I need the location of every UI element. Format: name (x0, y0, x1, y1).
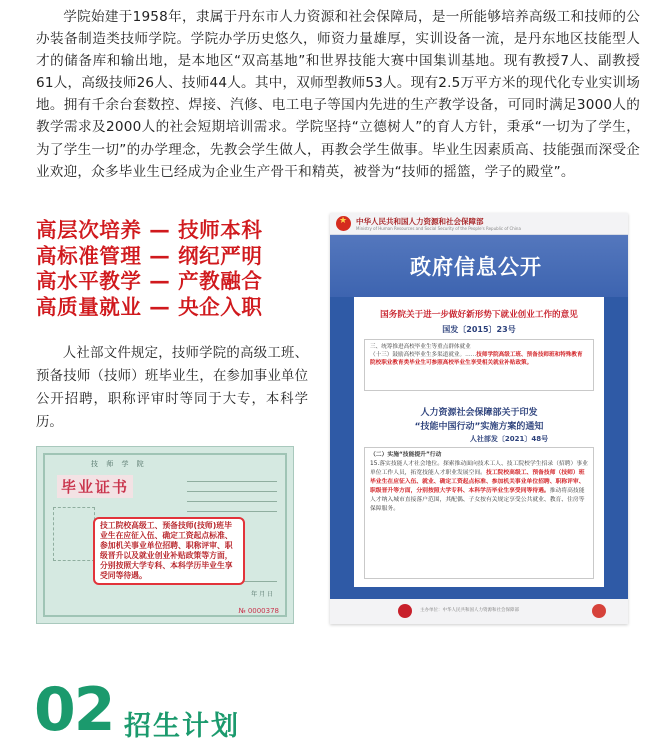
certificate-school: 技 师 学 院 (91, 460, 147, 468)
gov-document-panel (354, 297, 604, 587)
doc2-line: 15.落实技能人才社会地位。探索推动面向技术工人、技工院校学生招录（招聘）事业单位工作人员，拓宽技能人才职业发展空间。 (370, 461, 588, 476)
gov-footer-text: 主办单位：中华人民共和国人力资源和社会保障部 (420, 608, 519, 613)
policy-text-block (36, 342, 308, 434)
gov-header (330, 213, 628, 235)
slogan-item: 高层次培养 — 技师本科 (36, 218, 263, 242)
certificate-field-line (187, 481, 277, 482)
party-emblem-icon (398, 604, 412, 618)
doc1-line: 三、统筹推进高校毕业生等重点群体就业 (370, 344, 471, 350)
doc2-line: 推动将高技能人才纳入城市直接落户范围，其配偶、子女按有关规定享受公共就业、教育、住房等保障服务。 (370, 488, 585, 512)
graduation-certificate-image (36, 446, 294, 624)
doc1-highlight: 技师学院高级工班、预备技师班和特殊教育院校职业教育类毕业生可参照高校毕业生享受相关就业补贴政策。 (370, 352, 583, 366)
doc1-line: （十三）鼓励高校毕业生多渠道就业。…… (370, 352, 477, 358)
certificate-field-line (187, 501, 277, 502)
doc2-line: （二）实施“技能提升”行动 (370, 452, 442, 458)
gov-banner (330, 235, 628, 297)
doc2-title-line2: “技能中国行动”实施方案的通知 (414, 422, 544, 432)
site-logo-icon (592, 604, 606, 618)
doc1-title: 国务院关于进一步做好新形势下就业创业工作的意见 (380, 310, 578, 320)
certificate-date: 年 月 日 (251, 591, 273, 598)
intro-paragraph: 学院始建于1958年，隶属于丹东市人力资源和社会保障局，是一所能够培养高级工和技师的公办装备制造类技师学院。学院办学历史悠久，师资力量雄厚，实训设备一流，是丹东地区技能型人才的储备库和输出地，是本地区“双高基地”和世界技能大赛中国集训基地。现有教授7人、副教授61人，高级技师26人、技师44人。其中，双师型教师53人。现有2.5万平方米的现代化专业实训场地。拥有千余台套数控、焊接、汽修、电工电子等国内先进的生产教学设备，可同时满足3000人的教学需求及2000人的社会短期培训需求。学院坚持“立德树人”的育人方针，秉承“一切为了学生，为了学生一切”的办学理念，先教会学生做人，再教会学生做事。毕业生因素质高、技能强而深受企业欢迎，众多毕业生已经成为企业生产骨干和精英，被誉为“技师的摇篮，学子的殿堂”。 (36, 9, 640, 180)
doc2-highlight: 技工院校高级工、预备技师（技师）班毕业生在应征入伍、就业、确定工资起点标准、参加机关事业单位招聘、职称评审、职级晋升等方面，分别按照大学专科、本科学历毕业生享受同等待遇。 (370, 470, 585, 494)
slogan-item: 高水平教学 — 产教融合 (36, 269, 263, 293)
doc2-title-line1: 人力资源社会保障部关于印发 (420, 408, 538, 418)
slogan-item: 高质量就业 — 央企入职 (36, 294, 263, 319)
gov-ministry-name: 中华人民共和国人力资源和社会保障部 (356, 217, 484, 226)
certificate-title: 毕业证书 (57, 475, 133, 498)
section-title: 招生计划 (124, 711, 240, 742)
doc1-excerpt (364, 339, 594, 391)
doc1-number: 国发〔2015〕23号 (442, 325, 516, 334)
certificate-serial: № 0000378 (238, 607, 279, 615)
certificate-field-line (187, 511, 277, 512)
certificate-highlight-note: 技工院校高级工、预备技师(技师)班毕业生在应征入伍、确定工资起点标准、参加机关事业单位招聘、职称评审、职级晋升以及就业创业补贴政策等方面，分别按照大学专科、本科学历毕业生享受同等待遇。 (93, 517, 245, 585)
gov-footer (330, 599, 628, 624)
gov-banner-title: 政府信息公开 (410, 255, 542, 279)
national-emblem-icon (336, 216, 351, 231)
certificate-photo-frame (53, 507, 95, 561)
policy-paragraph: 人社部文件规定，技师学院的高级工班、预备技师（技师）班毕业生，在参加事业单位公开招聘，职称评审时等同于大专，本科学历。 (36, 346, 308, 430)
certificate-field-line (187, 491, 277, 492)
slogan-item: 高标准管理 — 纲纪严明 (36, 243, 263, 268)
section-number: 02 (34, 675, 114, 745)
gov-ministry-name-en: Ministry of Human Resources and Social Security of the People's Republic of China (356, 226, 521, 231)
intro-text-block (36, 6, 640, 183)
doc2-number: 人社部发〔2021〕48号 (469, 435, 549, 443)
gov-info-card (330, 213, 628, 624)
slogan-list (36, 218, 306, 320)
doc2-excerpt (364, 447, 594, 579)
